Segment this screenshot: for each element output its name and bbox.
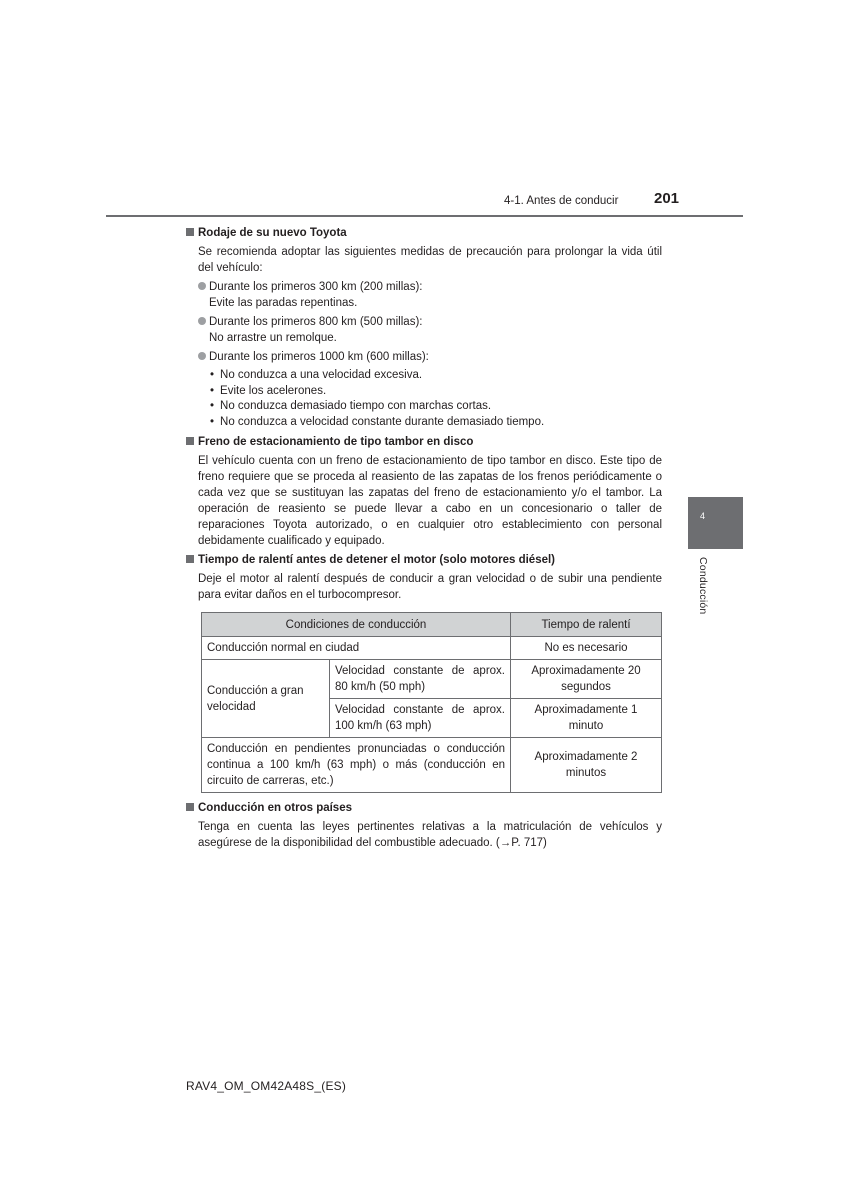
section-heading <box>186 800 662 816</box>
bullet-item: • No conduzca a una velocidad excesiva. <box>210 368 662 384</box>
square-bullet-icon <box>186 555 194 563</box>
table-header: Condiciones de conducción <box>202 613 511 637</box>
circle-bullet-icon <box>198 352 206 360</box>
table-cell: Aproximadamente 1 minuto <box>511 699 662 738</box>
table-row <box>202 738 662 793</box>
section-header: 4-1. Antes de conducir <box>504 195 619 207</box>
list-item-text: Durante los primeros 1000 km (600 millas): <box>209 351 429 363</box>
chapter-label: Conducción <box>697 557 709 615</box>
table-header-row <box>202 613 662 637</box>
circle-bullet-icon <box>198 317 206 325</box>
chapter-tab <box>688 497 743 549</box>
document-code: RAV4_OM_OM42A48S_(ES) <box>186 1079 347 1093</box>
list-item-text: Durante los primeros 300 km (200 millas): <box>209 281 423 293</box>
circle-bullet-icon <box>198 282 206 290</box>
bullet-item: • No conduzca a velocidad constante durante demasiado tiempo. <box>210 415 662 431</box>
page-number: 201 <box>654 190 680 207</box>
section-other-countries <box>186 800 662 851</box>
table-cell: Velocidad constante de aprox. 80 km/h (50 mph) <box>330 660 511 699</box>
list-item-text: Durante los primeros 800 km (500 millas): <box>209 316 423 328</box>
idle-time-table <box>201 612 662 793</box>
square-bullet-icon <box>186 803 194 811</box>
list-item <box>198 349 662 365</box>
table-cell: Velocidad constante de aprox. 100 km/h (63 mph) <box>330 699 511 738</box>
section-heading <box>186 434 662 450</box>
table-header: Tiempo de ralentí <box>511 613 662 637</box>
section-title: Rodaje de su nuevo Toyota <box>198 227 347 239</box>
bullet-item: • No conduzca demasiado tiempo con marchas cortas. <box>210 399 662 415</box>
table-row <box>202 660 662 699</box>
chapter-number: 4 <box>700 511 706 521</box>
list-item <box>198 314 662 346</box>
bullet-item: • Evite los acelerones. <box>210 384 662 400</box>
square-bullet-icon <box>186 228 194 236</box>
section-heading <box>186 552 662 568</box>
table-cell: Aproximadamente 20 segundos <box>511 660 662 699</box>
table-cell: Conducción normal en ciudad <box>202 637 511 660</box>
section-heading <box>186 225 662 241</box>
table-cell: Conducción a gran velocidad <box>202 660 330 738</box>
paragraph: Tenga en cuenta las leyes pertinentes relativas a la matriculación de vehículos y asegúrese de la disponibilidad del combustible adecuado. (→P. 717) <box>198 821 662 849</box>
main-content <box>186 225 662 603</box>
section-title: Freno de estacionamiento de tipo tambor en disco <box>198 436 474 448</box>
list-item-detail: No arrastre un remolque. <box>209 332 337 344</box>
table-cell: No es necesario <box>511 637 662 660</box>
paragraph: Se recomienda adoptar las siguientes medidas de precaución para prolongar la vida útil del vehículo: <box>198 246 662 274</box>
square-bullet-icon <box>186 437 194 445</box>
table-row <box>202 637 662 660</box>
table-cell: Conducción en pendientes pronunciadas o conducción continua a 100 km/h (63 mph) o más (conducción en circuito de carreras, etc.) <box>202 738 511 793</box>
bullet-list <box>210 368 662 430</box>
paragraph: El vehículo cuenta con un freno de estacionamiento de tipo tambor en disco. Este tipo de freno requiere que se proceda al reasiento de las zapatas de los frenos periódicamente o cada vez que se sustituyan las zapatas del freno de estacionamiento y/o el tambor. La operación de reasiento se puede llevar a cabo en un concesionario o taller de reparaciones Toyota autorizado, o en cualquier otro establecimiento con personal debidamente cualificado y equipado. <box>198 455 662 547</box>
section-title: Conducción en otros países <box>198 802 352 814</box>
header-divider <box>106 215 743 217</box>
list-item-detail: Evite las paradas repentinas. <box>209 297 358 309</box>
list-item <box>198 279 662 311</box>
paragraph: Deje el motor al ralentí después de conducir a gran velocidad o de subir una pendiente para evitar daños en el turbocompresor. <box>198 573 662 601</box>
table-cell: Aproximadamente 2 minutos <box>511 738 662 793</box>
section-title: Tiempo de ralentí antes de detener el motor (solo motores diésel) <box>198 554 556 566</box>
